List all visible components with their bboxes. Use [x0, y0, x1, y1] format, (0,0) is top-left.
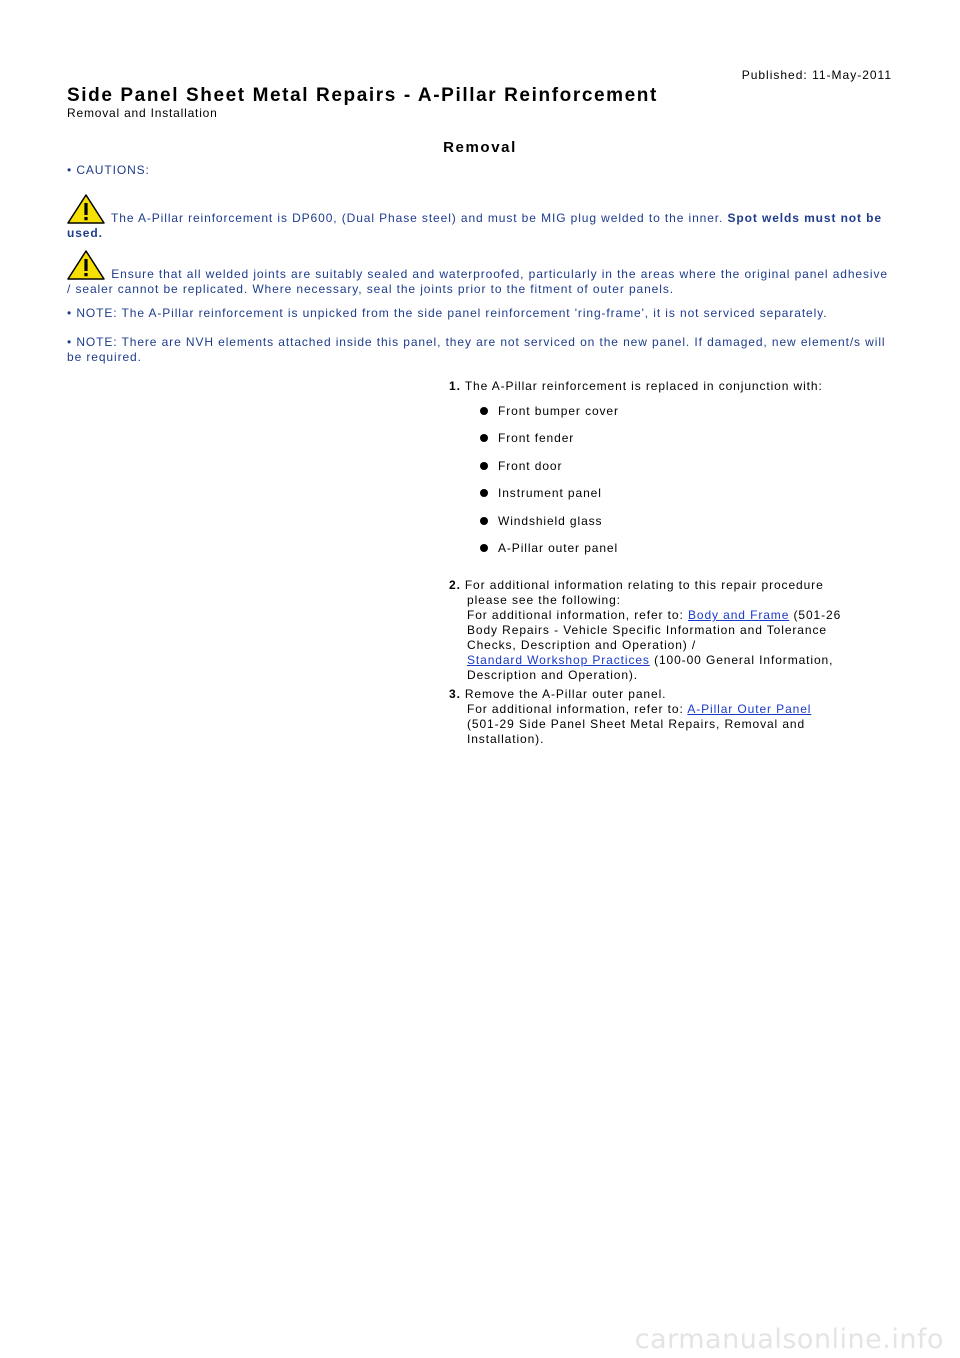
page-subtitle: Removal and Installation: [67, 106, 218, 120]
step-1-number: 1.: [449, 379, 461, 393]
step-2-number: 2.: [449, 578, 461, 592]
bullet-icon: [480, 407, 488, 415]
list-item: Front door: [480, 459, 619, 486]
caution-1-text: The A-Pillar reinforcement is DP600, (Dual Phase steel) and must be MIG plug welded to the inner.: [111, 211, 724, 225]
list-item: Instrument panel: [480, 486, 619, 513]
step-1: [449, 379, 899, 394]
step-1-text: The A-Pillar reinforcement is replaced in conjunction with:: [464, 379, 823, 393]
cautions-label: • CAUTIONS:: [67, 163, 150, 177]
list-item: Front bumper cover: [480, 404, 619, 431]
a-pillar-outer-panel-link[interactable]: A-Pillar Outer Panel: [687, 702, 812, 716]
bullet-icon: [480, 517, 488, 525]
list-item: Front fender: [480, 431, 619, 458]
bullet-icon: [480, 544, 488, 552]
caution-1: [67, 194, 895, 241]
body-and-frame-link[interactable]: Body and Frame: [687, 608, 790, 622]
caution-2: [67, 250, 895, 297]
standard-workshop-practices-link[interactable]: Standard Workshop Practices: [467, 653, 650, 667]
step-2: 2. For additional information relating to this repair procedure please see the following: For additional information, refer to: Body and Frame (501-26 Body Repairs - Vehicle Specific Information and Tolerance Checks, Description and Operation) / Standard Workshop Practices (100-00 General Information, Description and Operation).: [449, 578, 842, 682]
step-1-list: [480, 404, 619, 568]
warning-triangle-icon: [67, 194, 105, 224]
caution-1-emphasis: Spot welds must not be used.: [67, 211, 882, 240]
bullet-icon: [480, 434, 488, 442]
step-3: 3. Remove the A-Pillar outer panel. For additional information, refer to: A-Pillar Outer Panel (501-29 Side Panel Sheet Metal Repairs, Removal and Installation).: [449, 687, 812, 746]
list-item: A-Pillar outer panel: [480, 541, 619, 568]
caution-2-text: Ensure that all welded joints are suitably sealed and waterproofed, particularly in the areas where the original panel adhesive / sealer cannot be replicated. Where necessary, seal the joints prior to the fitment of outer panels.: [67, 267, 888, 296]
warning-triangle-icon: [67, 250, 105, 280]
bullet-icon: [480, 489, 488, 497]
note-1: • NOTE: The A-Pillar reinforcement is unpicked from the side panel reinforcement 'ring-frame', it is not serviced separately.: [67, 306, 828, 320]
watermark: carmanualsonline.info: [634, 1324, 944, 1355]
section-heading-removal: Removal: [443, 139, 517, 156]
page-title: Side Panel Sheet Metal Repairs - A-Pillar Reinforcement: [67, 85, 658, 106]
list-item: Windshield glass: [480, 514, 619, 541]
published-date: Published: 11-May-2011: [741, 68, 892, 82]
bullet-icon: [480, 462, 488, 470]
note-2: • NOTE: There are NVH elements attached inside this panel, they are not serviced on the new panel. If damaged, new element/s will be required.: [67, 335, 886, 364]
step-3-number: 3.: [449, 687, 461, 701]
